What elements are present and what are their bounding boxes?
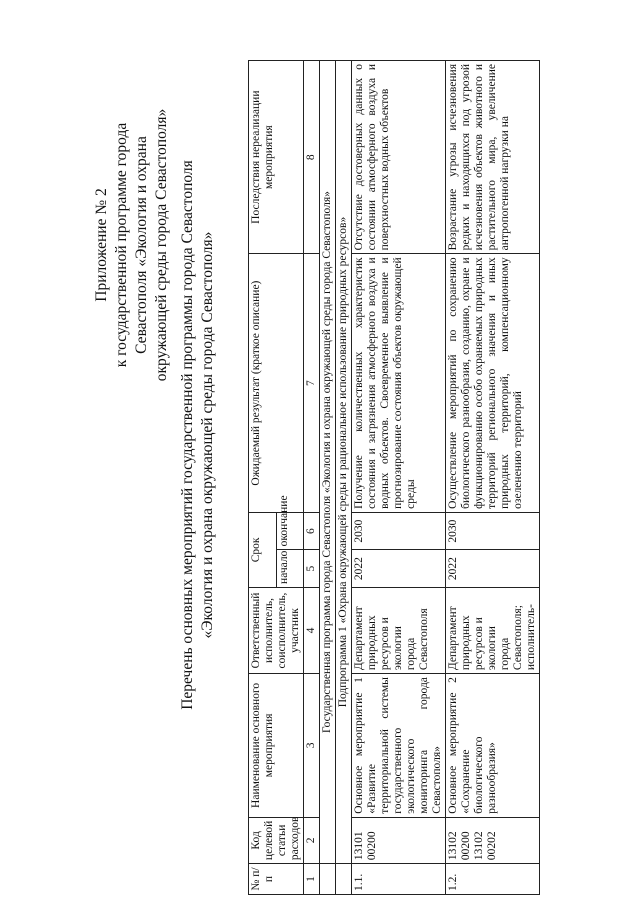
col-number: 6 (304, 512, 320, 550)
row-result: Осуществление мероприятий по сохранению биологического разнообразия, созданию, охране и функционированию особо охраняемых природных территорий регионального значения и иных природных территорий, компенсационному озеленению территорий (446, 254, 540, 512)
appendix-line: Севастополя «Экология и охрана (133, 136, 150, 354)
col-number: 8 (304, 61, 320, 254)
empty-cell (320, 864, 336, 895)
title-line: «Экология и охрана окружающей среды города Севастополя» (199, 231, 216, 639)
header-row (249, 61, 277, 895)
col-number: 3 (304, 674, 320, 818)
header-name: Наименование основного мероприятия (249, 674, 304, 818)
document-title (178, 75, 218, 795)
row-code: 13101 00200 (352, 817, 446, 863)
header-result: Ожидаемый результат (краткое описание) (249, 254, 304, 512)
header-term: Срок (249, 512, 277, 587)
row-executor: Департамент природных ресурсов и экологии города Севастополя (352, 587, 446, 673)
row-num: 1.2. (446, 864, 540, 895)
column-numbers-row (304, 61, 320, 895)
row-consequence: Возрастание угрозы исчезновения редких и находящихся под угрозой исчезновения объектов животного и растительного мира, увеличение антропогенной нагрузки на (446, 61, 540, 254)
row-name: Основное мероприятие 2 «Сохранение биологического разнообразия» (446, 674, 540, 818)
col-number: 1 (304, 864, 320, 895)
row-consequence: Отсутствие достоверных данных о состоянии атмосферного воздуха и поверхностных водных объектов (352, 61, 446, 254)
header-consequence: Последствия нереализации мероприятия (249, 61, 304, 254)
row-end: 2030 (446, 512, 540, 550)
row-name: Основное мероприятие 1 «Развитие территориальной системы государственного экологического мониторинга города Севастополя» (352, 674, 446, 818)
row-start: 2022 (352, 550, 446, 588)
appendix-block (92, 95, 172, 395)
empty-cell (336, 864, 352, 895)
row-num: 1.1. (352, 864, 446, 895)
col-number: 2 (304, 817, 320, 863)
col-number: 5 (304, 550, 320, 588)
program-row (320, 61, 336, 895)
header-executor: Ответственный исполнитель, соисполнитель, участник (249, 587, 304, 673)
program-title: Государственная программа города Севастополя «Экология и охрана окружающей среды города Севастополя» (320, 61, 336, 864)
header-start: начало (276, 550, 304, 588)
table-row (446, 61, 540, 895)
appendix-line: Приложение № 2 (93, 188, 110, 302)
row-end: 2030 (352, 512, 446, 550)
appendix-line: окружающей среды города Севастополя» (153, 108, 170, 382)
row-start: 2022 (446, 550, 540, 588)
row-code: 13102 00200 13102 00202 (446, 817, 540, 863)
header-num: № п/п (249, 864, 304, 895)
row-result: Получение количественных характеристик состояния и загрязнения атмосферного воздуха и водных объектов. Своевременное выявление и прогнозирование состояния объектов окружающей среды (352, 254, 446, 512)
subprogram-title: Подпрограмма 1 «Охрана окружающей среды и рациональное использование природных ресурсов» (336, 61, 352, 864)
col-number: 4 (304, 587, 320, 673)
measures-table (248, 60, 540, 895)
subprogram-row (336, 61, 352, 895)
row-executor: Департамент природных ресурсов и экологии города Севастополя; исполнитель- (446, 587, 540, 673)
header-end: окончание (276, 512, 304, 550)
col-number: 7 (304, 254, 320, 512)
title-line: Перечень основных мероприятий государственной программы города Севастополя (179, 160, 196, 710)
header-code: Код целевой статьи расходов (249, 817, 304, 863)
appendix-line: к государственной программе города (113, 122, 130, 368)
table-row (352, 61, 446, 895)
